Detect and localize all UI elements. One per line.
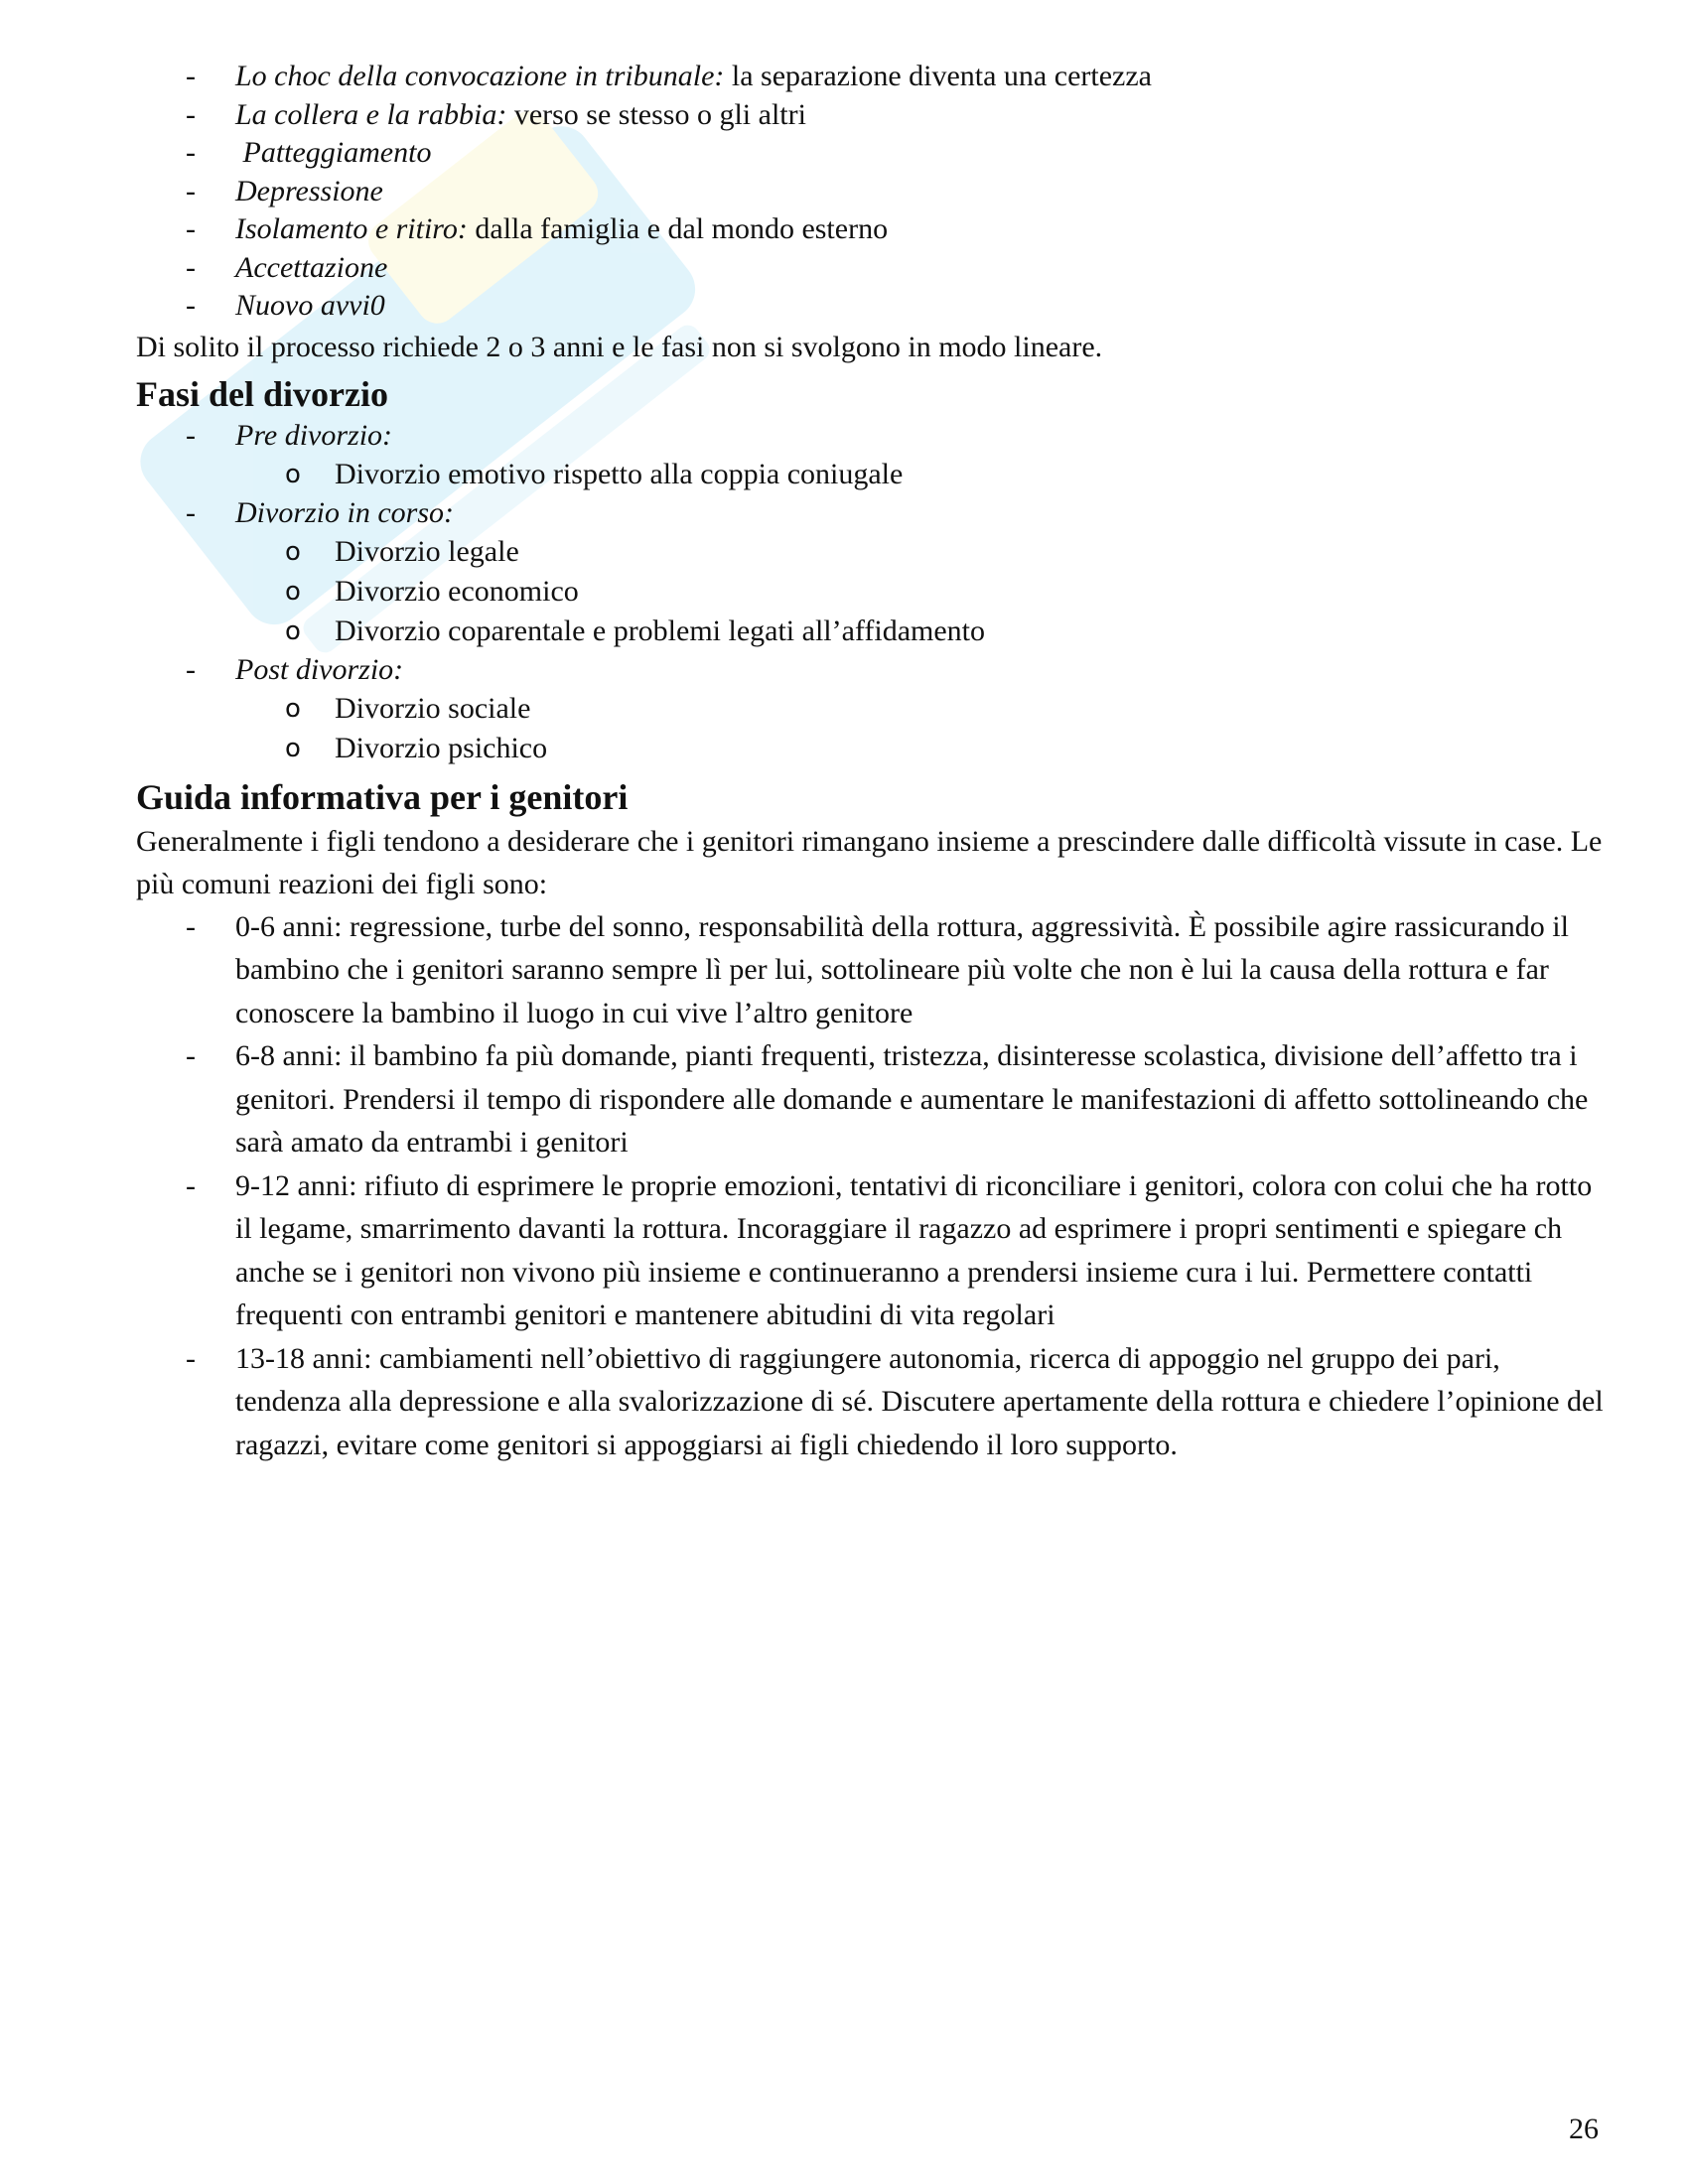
sub-list-item [136, 689, 1606, 729]
list-item [136, 905, 1606, 1035]
dash-marker: - [186, 174, 196, 207]
divorce-stages-list [136, 58, 1606, 326]
sub-item-text: Divorzio psichico [335, 731, 548, 764]
phase-item [136, 651, 1606, 768]
stage-label: Patteggiamento [235, 136, 432, 169]
circle-bullet: o [285, 615, 301, 646]
phase-sublist [235, 532, 1606, 651]
divorce-phases-list [136, 417, 1606, 768]
list-item [136, 1337, 1606, 1467]
stage-label: Lo choc della convocazione in tribunale: [235, 60, 725, 92]
document-page [136, 58, 1606, 1466]
age-reaction-text: 6-8 anni: il bambino fa più domande, pianti frequenti, tristezza, disinteresse scolastica, divisione dell’affetto tra i genitori. Prendersi il tempo di rispondere alle domande e aumentare le manifestazioni di affetto sottolineando che sarà amato da entrambi i genitori [235, 1039, 1589, 1159]
sub-list-item [136, 612, 1606, 651]
dash-marker: - [186, 1039, 196, 1072]
dash-marker: - [186, 1341, 196, 1375]
age-reaction-text: 13-18 anni: cambiamenti nell’obiettivo di raggiungere autonomia, ricerca di appoggio nel gruppo dei pari, tendenza alla depressione e alla svalorizzazione di sé. Discutere apertamente della rottura e chiedere l’opinione del ragazzi, evitare come genitori si appoggiarsi ai figli chiedendo il loro supporto. [235, 1341, 1604, 1461]
stage-label: Accettazione [235, 250, 388, 284]
dash-marker: - [186, 212, 196, 245]
age-reaction-text: 0-6 anni: regressione, turbe del sonno, responsabilità della rottura, aggressività. È possibile agire rassicurando il bambino che i genitori saranno sempre lì per lui, sottolineare più volte che non è lui la causa della rottura e far conoscere la bambino il luogo in cui vive l’altro genitore [235, 909, 1569, 1029]
stage-description: verso se stesso o gli altri [506, 97, 806, 131]
circle-bullet: o [285, 576, 301, 607]
age-reaction-text: 9-12 anni: rifiuto di esprimere le proprie emozioni, tentativi di riconciliare i genitori, colora con colui che ha rotto il legame, smarrimento davanti la rottura. Incoraggiare il ragazzo ad esprimere i propri sentimenti e spiegare ch anche se i genitori non vivono più insieme e continueranno a prendersi insieme cura i lui. Permettere contatti frequenti con entrambi genitori e mantenere abitudini di vita regolari [235, 1168, 1593, 1331]
sub-list-item [136, 532, 1606, 572]
dash-marker: - [186, 250, 196, 284]
dash-marker: - [186, 652, 196, 686]
stage-label: Depressione [235, 174, 383, 207]
stage-label: Nuovo avvi0 [235, 289, 385, 322]
sub-list-item [136, 455, 1606, 494]
list-item [136, 210, 1606, 249]
sub-list-item [136, 729, 1606, 768]
list-item [136, 58, 1606, 96]
phase-sublist [235, 689, 1606, 768]
age-reactions-list [136, 905, 1606, 1467]
phase-label: Pre divorzio: [235, 418, 393, 452]
dash-marker: - [186, 289, 196, 322]
circle-bullet: o [285, 459, 301, 489]
list-item [136, 96, 1606, 135]
list-item [136, 173, 1606, 211]
process-note: Di solito il processo richiede 2 o 3 anni e le fasi non si svolgono in modo lineare. [136, 330, 1103, 363]
stage-label: La collera e la rabbia: [235, 97, 507, 131]
list-item [136, 1034, 1606, 1164]
circle-bullet: o [285, 693, 301, 724]
phase-item [136, 494, 1606, 651]
stage-label: Isolamento e ritiro: [235, 212, 468, 245]
sub-item-text: Divorzio economico [335, 574, 579, 608]
phase-item [136, 417, 1606, 494]
sub-item-text: Divorzio coparentale e problemi legati all’affidamento [335, 614, 986, 647]
phase-label: Divorzio in corso: [235, 495, 454, 529]
dash-marker: - [186, 495, 196, 529]
section-heading-fasi: Fasi del divorzio [136, 373, 388, 414]
dash-marker: - [186, 60, 196, 92]
page-number: 26 [1569, 2113, 1599, 2145]
dash-marker: - [186, 909, 196, 943]
sub-list-item [136, 572, 1606, 612]
guide-intro: Generalmente i figli tendono a desiderare che i genitori rimangano insieme a prescindere dalle difficoltà vissute in case. Le più comuni reazioni dei figli sono: [136, 824, 1603, 900]
dash-marker: - [186, 97, 196, 131]
stage-description: la separazione diventa una certezza [724, 60, 1152, 92]
dash-marker: - [186, 1168, 196, 1202]
list-item [136, 249, 1606, 288]
sub-item-text: Divorzio emotivo rispetto alla coppia coniugale [335, 457, 904, 490]
sub-item-text: Divorzio sociale [335, 691, 531, 725]
sub-item-text: Divorzio legale [335, 534, 519, 568]
circle-bullet: o [285, 733, 301, 763]
circle-bullet: o [285, 536, 301, 567]
list-item [136, 134, 1606, 173]
phase-sublist [235, 455, 1606, 494]
dash-marker: - [186, 418, 196, 452]
dash-marker: - [186, 136, 196, 169]
list-item [136, 287, 1606, 326]
phase-label: Post divorzio: [235, 652, 404, 686]
section-heading-guida: Guida informativa per i genitori [136, 776, 629, 817]
list-item [136, 1164, 1606, 1337]
stage-description: dalla famiglia e dal mondo esterno [467, 212, 889, 245]
